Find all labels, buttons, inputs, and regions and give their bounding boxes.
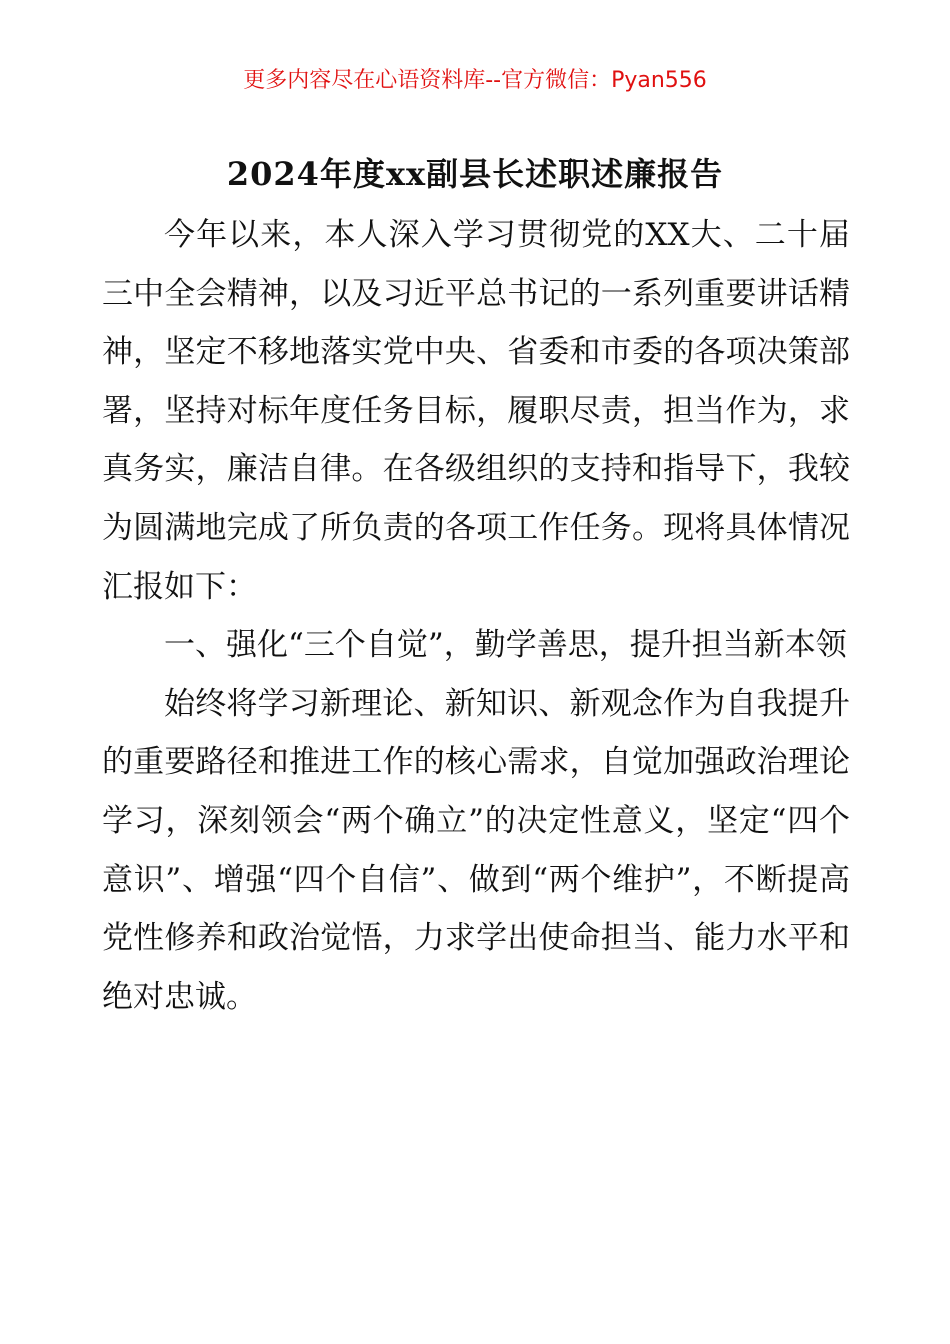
document-title: 2024年度xx副县长述职述廉报告	[226, 155, 724, 193]
intro-paragraph: 今年以来，本人深入学习贯彻党的XX大、二十届三中全会精神，以及习近平总书记的一系列重要讲话精神，坚定不移地落实党中央、省委和市委的各项决策部署，坚持对标年度任务目标，履职尽责，担当作为，求真务实，廉洁自律。在各级组织的支持和指导下，我较为圆满地完成了所负责的各项工作任务。现将具体情况汇报如下：	[102, 217, 850, 605]
section-heading: 一、强化“三个自觉”，勤学善思，提升担当新本领	[164, 627, 847, 664]
document-body	[102, 206, 850, 1026]
watermark-banner: 更多内容尽在心语资料库--官方微信：Pyan556	[243, 68, 707, 93]
section-paragraph: 始终将学习新理论、新知识、新观念作为自我提升的重要路径和推进工作的核心需求，自觉加强政治理论学习，深刻领会“两个确立”的决定性意义，坚定“四个意识”、增强“四个自信”、做到“两个维护”，不断提高党性修养和政治觉悟，力求学出使命担当、能力水平和绝对忠诚。	[102, 685, 850, 1015]
